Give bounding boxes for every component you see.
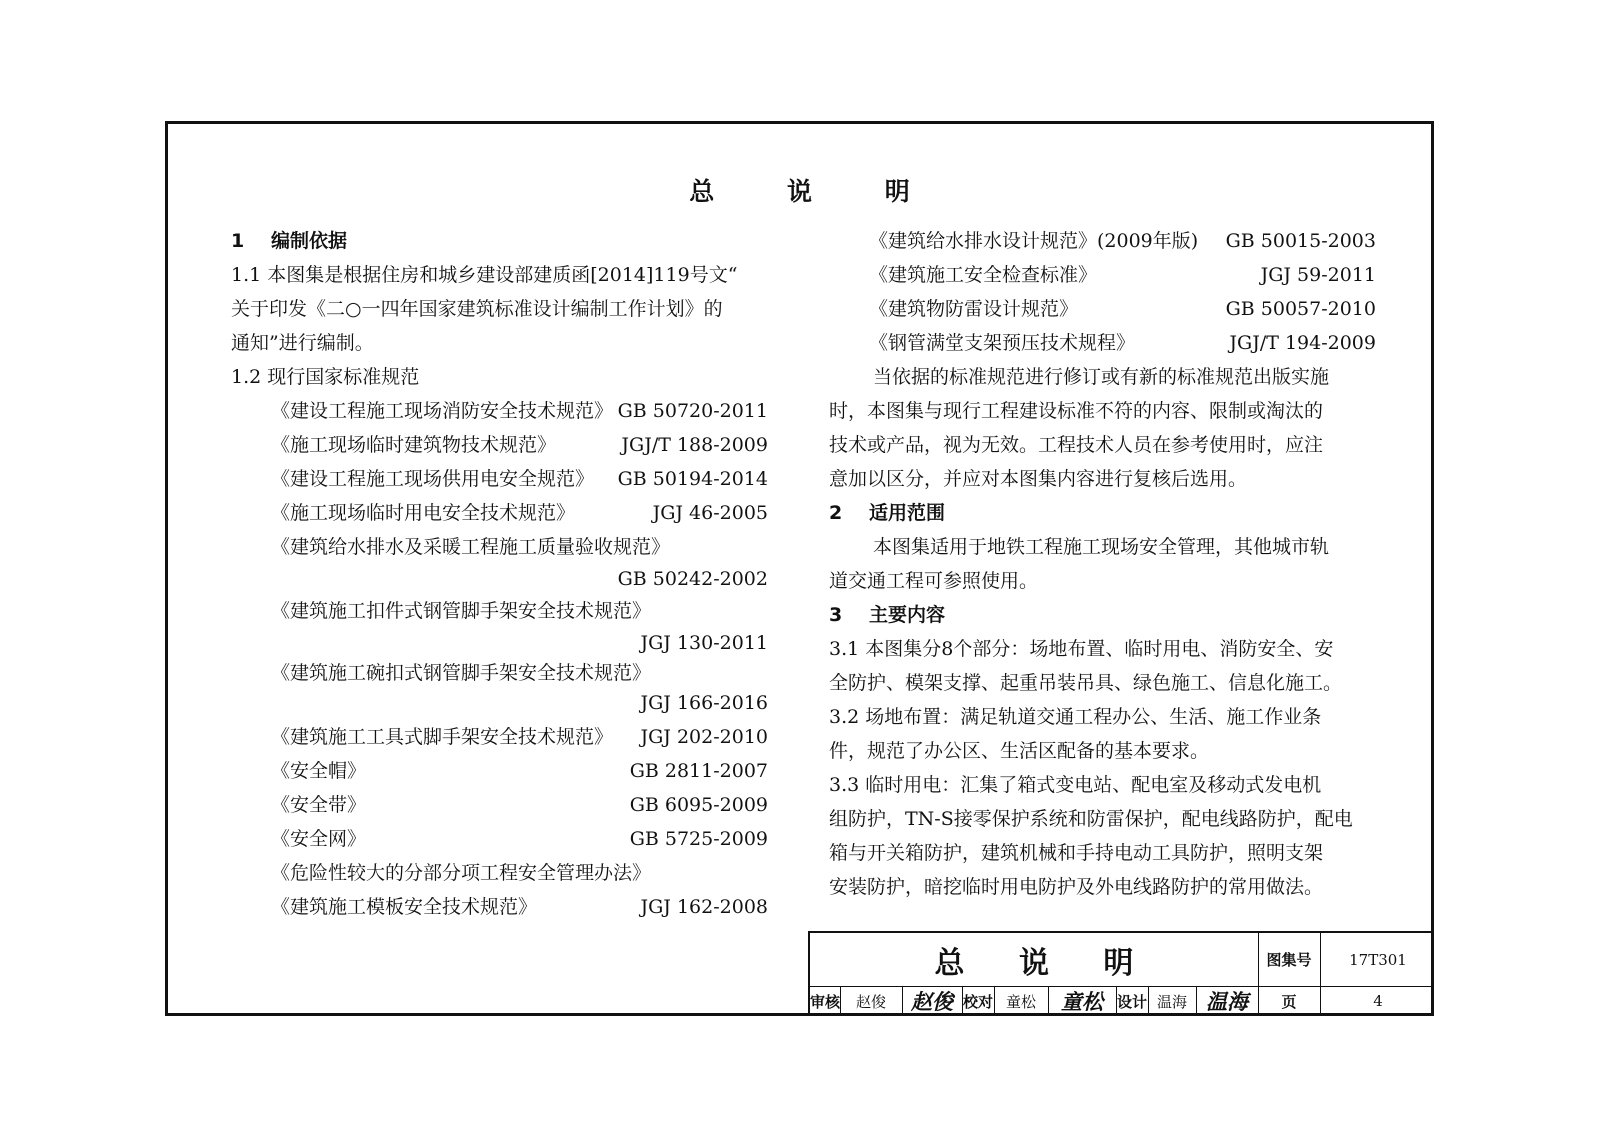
standard-row: [869, 331, 1376, 355]
section-title: 主要内容: [869, 604, 946, 626]
atlas-number-label: 图集号: [1266, 951, 1312, 969]
section-number: 3: [829, 604, 843, 626]
standard-code: GB 5725-2009: [629, 828, 768, 850]
standard-row: [869, 229, 1376, 253]
note-line: 意加以区分，并应对本图集内容进行复核后选用。: [829, 468, 1248, 490]
checker-label: 校对: [962, 992, 993, 1011]
designer-signature: 温海: [1206, 989, 1248, 1014]
designer-label: 设计: [1116, 992, 1147, 1011]
reviewer-signature: 赵俊: [911, 989, 953, 1014]
standard-code: JGJ/T 194-2009: [1229, 332, 1376, 354]
note-line: 时，本图集与现行工程建设标准不符的内容、限制或淘汰的: [829, 400, 1324, 422]
standard-code: GB 50015-2003: [1225, 230, 1376, 252]
page-number: 4: [1373, 992, 1383, 1010]
section-1-heading: [231, 229, 347, 253]
standard-row: [271, 535, 768, 559]
standard-name: 《钢管满堂支架预压技术规程》: [869, 332, 1136, 354]
standard-code: JGJ 130-2011: [640, 632, 768, 654]
note-line: 技术或产品，视为无效。工程技术人员在参考使用时，应注: [829, 434, 1324, 456]
title-block: [808, 931, 1434, 1016]
designer-name: 温海: [1156, 992, 1187, 1011]
section-title: 适用范围: [869, 502, 946, 524]
reviewer-name: 赵俊: [855, 992, 886, 1011]
standard-name: 《建筑给水排水及采暖工程施工质量验收规范》: [271, 536, 671, 558]
standard-code: GB 50720-2011: [617, 400, 768, 422]
standard-code: JGJ 166-2016: [640, 692, 768, 714]
standard-name: 《安全带》: [271, 794, 367, 816]
left-column: [231, 229, 768, 929]
para-1-1-line: 关于印发《二○一四年国家建筑标准设计编制工作计划》的: [231, 298, 723, 320]
standard-name: 《安全帽》: [271, 760, 367, 782]
para-3-3-line: 箱与开关箱防护，建筑机械和手持电动工具防护，照明支架: [829, 842, 1324, 864]
standard-row: [869, 263, 1376, 287]
right-column: [829, 229, 1376, 919]
standard-code: JGJ 59-2011: [1260, 264, 1376, 286]
standard-name: 《施工现场临时建筑物技术规范》: [271, 434, 557, 456]
standard-row: [271, 501, 768, 525]
standard-name: 《建筑施工安全检查标准》: [869, 264, 1098, 286]
section-2-heading: [829, 501, 945, 525]
standard-code: GB 50242-2002: [617, 568, 768, 590]
standard-row: [271, 895, 768, 919]
standard-row: [271, 399, 768, 423]
para-3-1-line: 全防护、模架支撑、起重吊装吊具、绿色施工、信息化施工。: [829, 672, 1343, 694]
reviewer-label: 审核: [810, 992, 841, 1011]
standard-code: GB 50194-2014: [617, 468, 768, 490]
standard-row: [271, 793, 768, 817]
standard-code: JGJ/T 188-2009: [621, 434, 768, 456]
section-number: 2: [829, 502, 843, 524]
standard-name: 《建设工程施工现场供用电安全规范》: [271, 468, 595, 490]
standard-code: GB 6095-2009: [629, 794, 768, 816]
para-3-2-line: 件，规范了办公区、生活区配备的基本要求。: [829, 740, 1210, 762]
standard-name: 《建筑物防雷设计规范》: [869, 298, 1079, 320]
section-3-heading: [829, 603, 945, 627]
standard-name: 《建设工程施工现场消防安全技术规范》: [271, 400, 614, 422]
page-label: 页: [1281, 992, 1297, 1011]
standard-name: 《建筑施工模板安全技术规范》: [271, 896, 538, 918]
standard-row: [271, 467, 768, 491]
standard-name: 《安全网》: [271, 828, 367, 850]
para-1-2-heading: 1.2 现行国家标准规范: [231, 366, 420, 388]
standard-row: [271, 599, 768, 623]
para-3-3-line: 安装防护，暗挖临时用电防护及外电线路防护的常用做法。: [829, 876, 1324, 898]
sheet-title: 总 说 明: [934, 945, 1156, 981]
standard-name: 《建筑施工碗扣式钢管脚手架安全技术规范》: [271, 662, 652, 684]
standard-name: 《建筑施工扣件式钢管脚手架安全技术规范》: [271, 600, 652, 622]
standard-name: 《建筑施工工具式脚手架安全技术规范》: [271, 726, 614, 748]
para-2-line: 本图集适用于地铁工程施工现场安全管理，其他城市轨: [873, 536, 1330, 558]
standard-row: [271, 661, 768, 685]
para-3-2-line: 3.2 场地布置：满足轨道交通工程办公、生活、施工作业条: [829, 706, 1322, 728]
para-3-1-line: 3.1 本图集分8个部分：场地布置、临时用电、消防安全、安: [829, 638, 1334, 660]
note-line: 当依据的标准规范进行修订或有新的标准规范出版实施: [873, 366, 1330, 388]
para-2-line: 道交通工程可参照使用。: [829, 570, 1039, 592]
checker-name: 童松: [1005, 992, 1036, 1011]
standard-name: 《建筑给水排水设计规范》(2009年版): [869, 230, 1199, 252]
standard-code: GB 2811-2007: [629, 760, 768, 782]
standard-row: [271, 827, 768, 851]
page-title: 总 说 明: [689, 177, 942, 206]
standard-row: [271, 759, 768, 783]
para-1-1-line: 通知”进行编制。: [231, 332, 374, 354]
standard-row: [869, 297, 1376, 321]
standard-row: [271, 433, 768, 457]
standard-name: 《危险性较大的分部分项工程安全管理办法》: [271, 862, 652, 884]
standard-code: JGJ 202-2010: [640, 726, 768, 748]
standard-code: JGJ 162-2008: [640, 896, 768, 918]
standard-code: JGJ 46-2005: [652, 502, 768, 524]
para-1-1-line: 1.1 本图集是根据住房和城乡建设部建质函[2014]119号文“: [231, 264, 738, 286]
atlas-number: 17T301: [1349, 950, 1407, 969]
checker-signature: 童松: [1061, 989, 1103, 1014]
standard-row: [271, 725, 768, 749]
para-3-3-line: 3.3 临时用电：汇集了箱式变电站、配电室及移动式发电机: [829, 774, 1322, 796]
standard-name: 《施工现场临时用电安全技术规范》: [271, 502, 576, 524]
standard-code: GB 50057-2010: [1225, 298, 1376, 320]
para-3-3-line: 组防护，TN-S接零保护系统和防雷保护，配电线路防护，配电: [829, 808, 1353, 830]
section-number: 1: [231, 230, 245, 252]
standard-row: [271, 861, 768, 885]
section-title: 编制依据: [271, 230, 348, 252]
